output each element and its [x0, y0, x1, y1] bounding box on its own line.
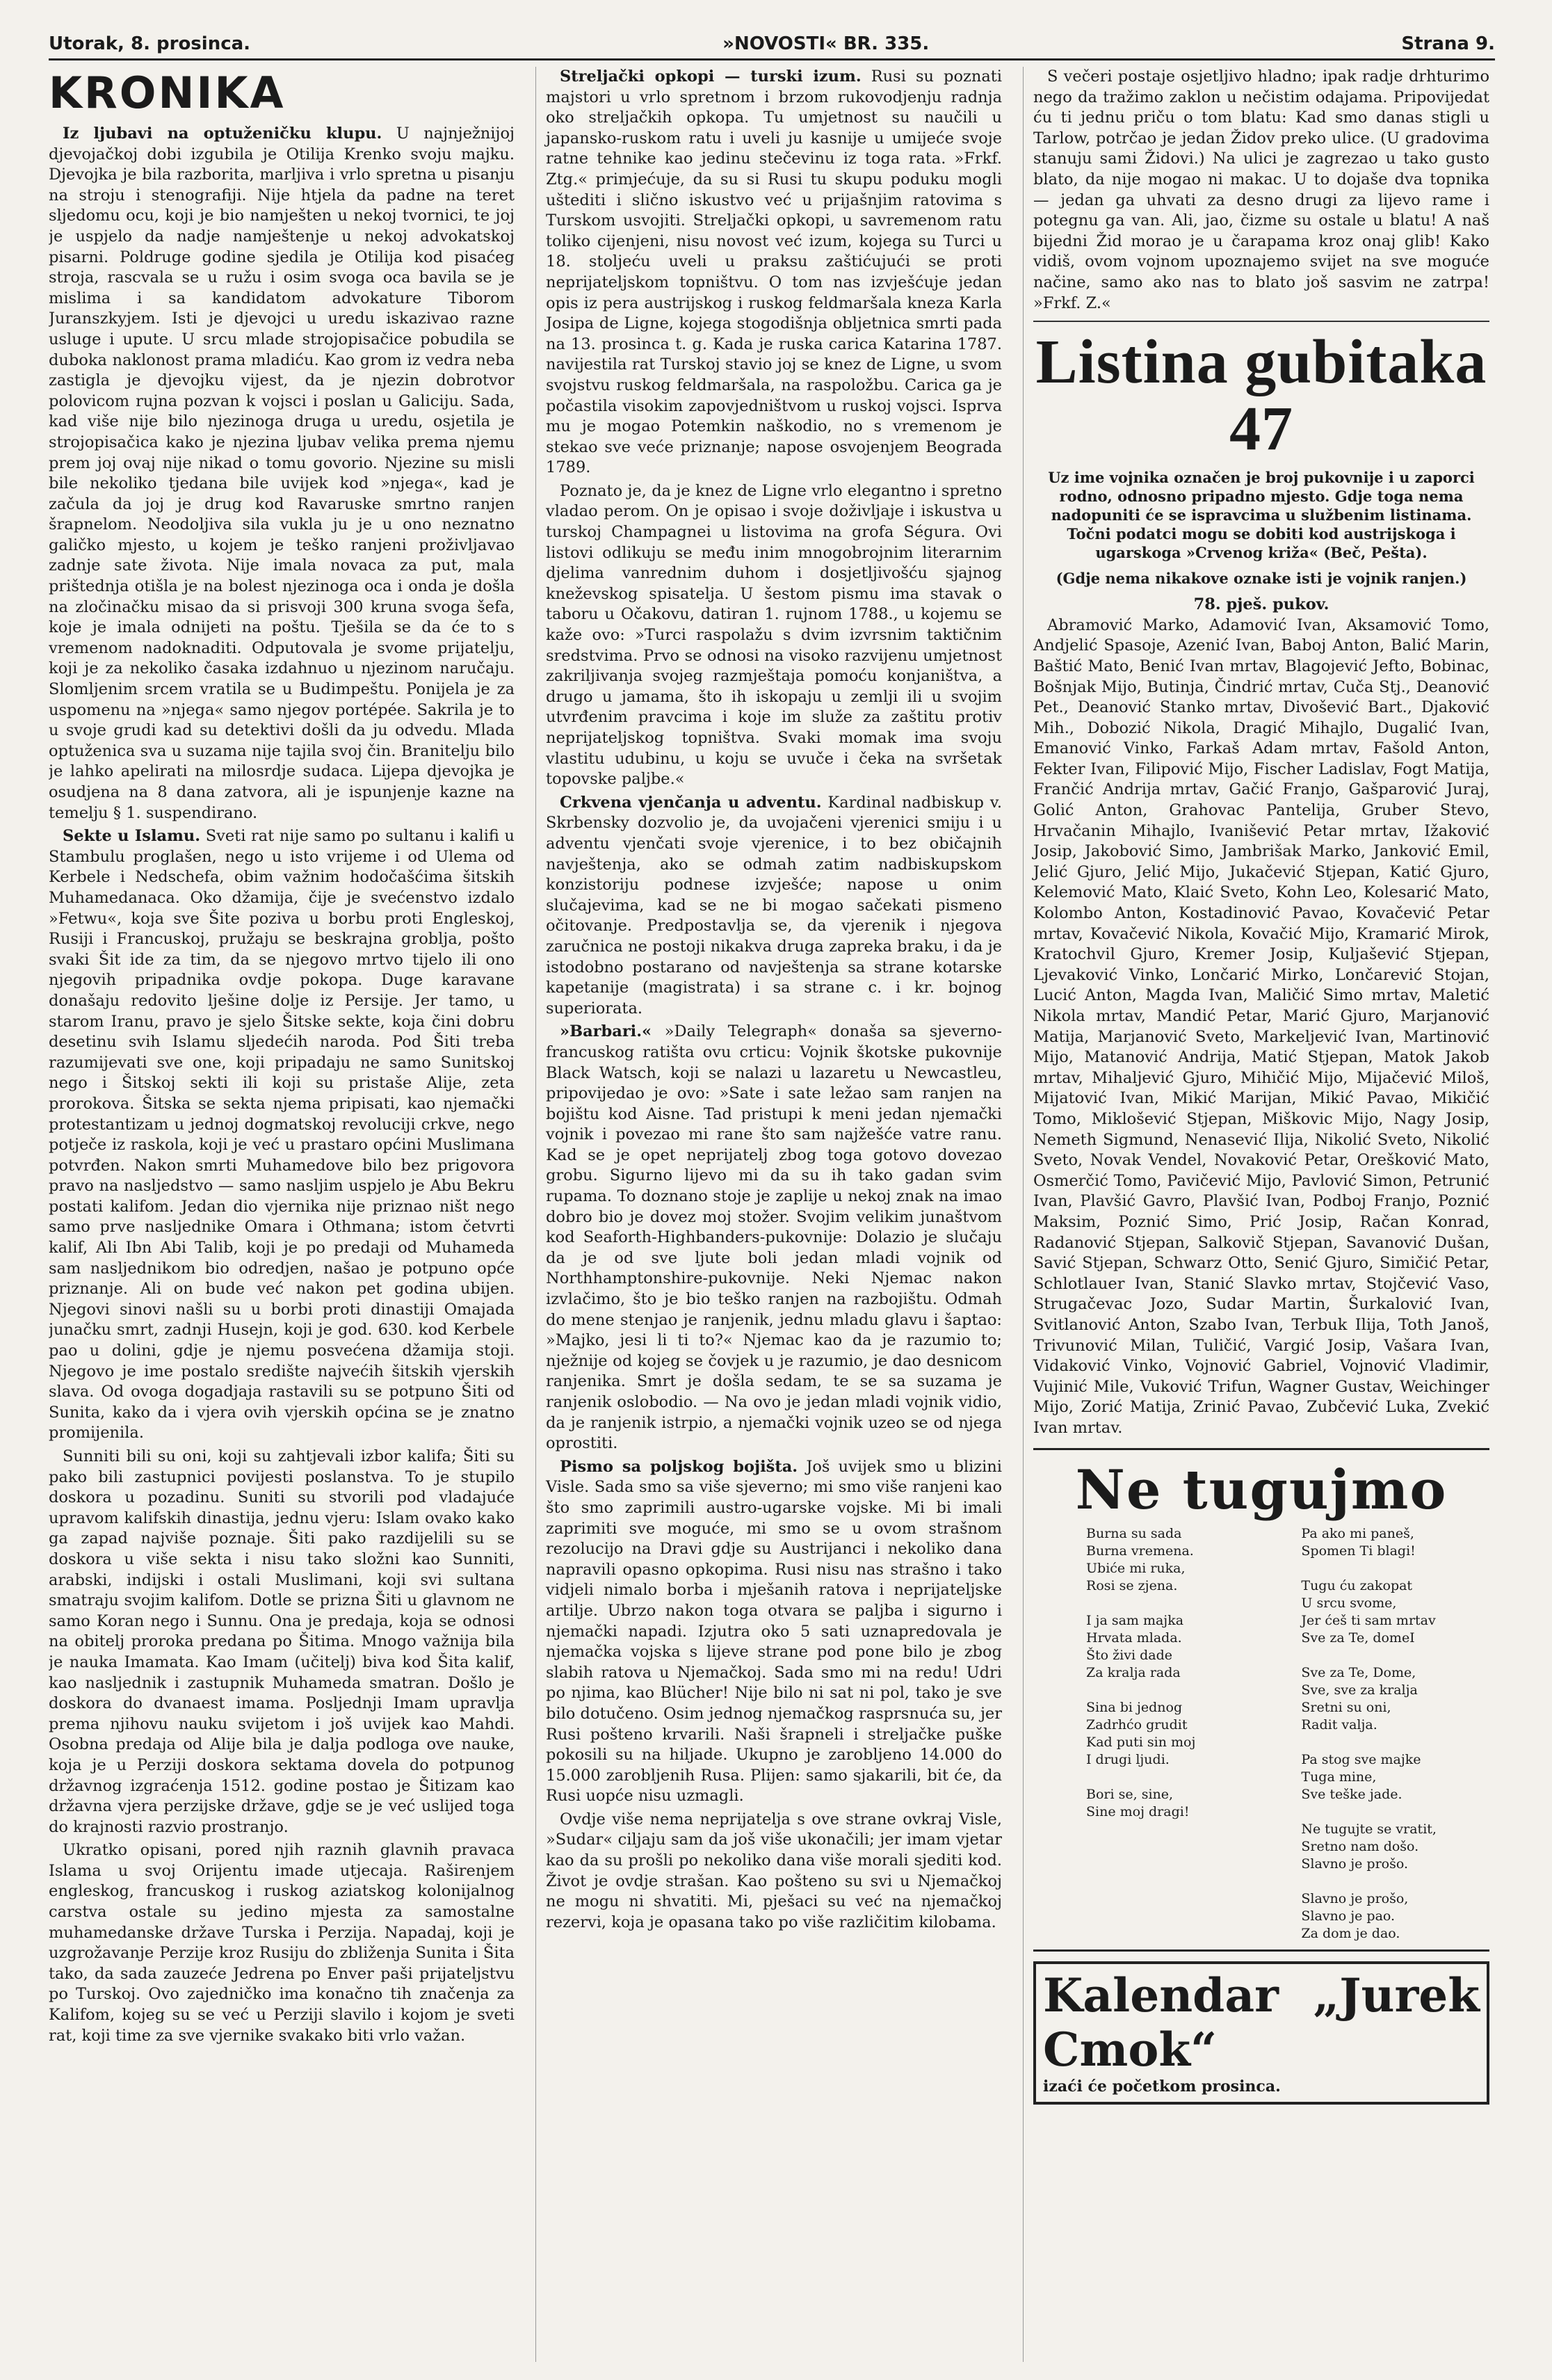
poem-line: Sve, sve za kralja: [1301, 1682, 1418, 1698]
poem-line: Ne tugujte se vratit,: [1301, 1822, 1437, 1838]
article-pismo-lead: Pismo sa poljskog bojišta.: [560, 1457, 798, 1476]
poem-line: Sine moj dragi!: [1086, 1804, 1190, 1820]
poem-line: Ubiće mi ruka,: [1086, 1561, 1186, 1577]
poem-line: Rosi se zjena.: [1086, 1578, 1178, 1594]
poem-line: [1086, 1595, 1195, 1612]
divider: [1033, 321, 1489, 322]
casualty-note: Uz ime vojnika označen je broj pukovnije i u zaporci rodno, odnosno pripadno mjesto. Gdje toga nema nadopuniti će se ispravcima u službenim listinama. Točni podatci mogu se dobiti kod austrijskoga i ugarskoga »Crvenog križa« (Beč, Pešta).: [1048, 469, 1475, 562]
poem-line: Tuga mine,: [1301, 1769, 1377, 1785]
poem-line: [1301, 1873, 1437, 1890]
article-vjencanja-body: Kardinal nadbiskup v. Skrbensky dozvolio je, da uvojačeni vjerenici smiju i u adventu vjenčati svoje vjerenice, i to bez običajnih navještenja, ako se odmah zatim nadbiskupskom konzistoriju podnese izvješće; napose u onim slučajevima, kad se ne bi mogao sačekati pismeno očitovanje. Predpostavlja se, da vjerenik i njegova zaručnica ne postoji nikakva druga zapreka braku, i da je istodobno postarano od navještenja sa strane kotarske kapetanije (magistrata) i sa strane c. i kr. bojnog superiorata.: [546, 793, 1002, 1018]
article-sekte-2: Sunniti bili su oni, koji su zahtjevali izbor kalifa; Šiti su pako bili zastupnici povijesti poslanstva. To je stupilo doskora u pozadinu. Suniti su stvorili pod vladajuće upravom kalifskih dinastija, jednu vjeru: Islam ovako kako ga zapad najviše poznaje. Šiti pako razdijelili su se doskora u više sekta i nisu tako složni kao Sunniti, arabski, indijski i ostali Muslimani, koji svi sultana smatraju svojim kalifom. Dotle se prizna Šiti u glavnom ne samo Koran nego i Sunnu. Ona je predaja, koja se odnosi na obitelj proroka predana po Šitima. Mnogo važnija bila je naukа Imamata. Kao Imam (učitelj) biva kod Šita kalif, kao nasljednik i zastupnik Muhameda smatran. Došlo je doskora do dvanaest imama. Posljednji Imam upravlja prema njihovu nauku svijetom i još uvijek kao Mahdi. Osobna predaja od Alije bila je dalja podloga ove nauke, koja je u Perziji doskora sektama dovela do potpunog državnog izgraćenja 1512. godine postao je Šitizam kao državna vjera perzijske države, gdje se je već uslijed toga do krajnosti razvio prostranjo.: [49, 1447, 515, 1836]
article-sekte: [49, 826, 515, 1444]
poem-line: [1086, 1769, 1195, 1786]
column-3: [1023, 67, 1489, 2362]
article-pismo-body: Još uvijek smo u blizini Visle. Sada smo sa više sjeverno; mi smo više ranjeni kao što smo zaprimili austro-ugarske vojske. Mi bi imali zaprimiti sve moguće, mi smo se u ovom strašnom rezolucijo na Dravi gdje su Austrijanci i nekoliko dana napravili opasno opkopima. Rusi nisu nas strašno i tako vidjeli nimalo borba i mješanih ratova i neprijateljske artilje. Ubrzo nakon toga otvara se paljba i sigurno i njemački napadi. Izjutra oko 5 sati uznapredovala je njemačka vojska s lijeve strane pod pone bilo je zbog slabih ratova u Njemačkoj. Sada smo mi na redu! Udri po njima, kao Blücher! Nije bilo ni sat ni pol, tako je sve bilo dotučeno. Osim jednog njemačkog rasprsnuća su, jer Rusi pošteno krvarili. Naši šrapneli i streljačke puške pokosili su na hiljade. Ukupno je zarobljeno 14.000 do 15.000 zarobljenih Rusa. Plijen: samo sjakarili, bit će, da Rusi uopće nisu uzmagli.: [546, 1457, 1002, 1806]
article-opkopi-lead: Streljački opkopi — turski izum.: [560, 67, 862, 86]
header-page: Strana 9.: [1401, 33, 1495, 54]
poem-line: Kad puti sin moj: [1086, 1735, 1196, 1751]
poem-right: [1301, 1525, 1437, 1943]
poem-line: Burna vremena.: [1086, 1543, 1194, 1559]
article-vjencanja: [546, 793, 1002, 1020]
article-blato: S večeri postaje osjetljivo hladno; ipak radje drhturimo nego da tražimo zaklon u nečistim odajama. Pripovijedat ću ti jednu priču o tom blatu: Kad smo danas stigli u Tarlow, potrčao je jedan Židov preko ulice. (U gradovima stanuju sami Židovi.) Na ulici je zagrezao u tako gusto blato, da nije mogao ni makac. U to dojaše dva topnika — jedan ga uhvati za desno drugi za lijevo rame i potegnu ga van. Ali, jao, čizme su ostale u blatu! A naš bijedni Žid morao je u čarapama kroz onaj glib! Kako vidiš, ovom vojnom upoznajemo svijet na sve moguće načine, samo ako nas to blato još sasvim ne zatrpa! »Frkf. Z.«: [1033, 67, 1489, 312]
poem-line: [1301, 1803, 1437, 1821]
poem-box: [1033, 1448, 1489, 1952]
poem-line: [1301, 1647, 1437, 1664]
casualty-list-title: Listina gubitaka 47: [1035, 328, 1487, 464]
article-sekte-3: Ukratko opisani, pored njih raznih glavnih pravaca Islama u svoj Orijentu imade utjecaja. Raširenjem engleskog, francuskog i ruskog aziatskog kolonijalnog carstva ostale su jedino mjesta za samostalne muhamedanske države Turska i Perzija. Napadaj, koji je uzgrožavanje Perzije kroz Rusiju do zbliženja Sunita i Šita tako, da sada zauzeće Jedrena po Enver paši prijateljstvu po Turskoj. Ovo zajedničko ima konačno tih značenja za Kalifom, kojeg su se već u Perziji slavilo i kojom je sveti rat, koji time za sve vjernike svakako biti vrlo važan.: [49, 1841, 515, 2045]
article-barbari-lead: »Barbari.«: [560, 1022, 652, 1041]
article-pismo-2: Ovdje više nema neprijatelja s ove strane ovkraj Visle, »Sudar« ciljaju sam da još više ukonačili; jer imam vjetar kao da su prošli po nekoliko dana više morali sjediti kod. Život je ovdje strašan. Kao pošteno su svi u Njemačkoj ne mogu ni shvatiti. Mi, pješaci su već na njemačkoj rezervi, koja je opasana tako po više različitim kilobama.: [546, 1810, 1002, 1931]
poem-line: Slavno je prošo.: [1301, 1856, 1409, 1872]
poem-line: U srcu svome,: [1301, 1595, 1397, 1611]
poem-body: [1033, 1525, 1489, 1943]
poem-line: Slavno je pao.: [1301, 1908, 1396, 1924]
poem-line: [1301, 1560, 1437, 1577]
poem-line: [1086, 1682, 1195, 1699]
article-ljubav-body: U najnježnijoj djevojačkoj dobi izgubila je Otilija Krenko svoju majku. Djevojka je bila razborita, marljiva i vrlo spretna u pisanju na stroju i stenografiji. Nije htjela da padne na teret sljedomu ocu, koji je bio namješten u nekoj tvornici, te joj je uspjelo da nadje namještenje u nekoj advokatskoj pisarni. Poldruge godine sjedila je Otilija kod pisaćeg stroja, rascvala se u ružu i osim svoga oca bavila se je mislima i sa kandidatom advokature Tiborom Juranszkyjem. Isti je djevojci u uredu iskazivao razne usluge i upute. U srcu mlade strojopisačice pobudila se duboka naklonost prama mladiću. Kao grom iz vedra neba zastigla je djevojku vijest, da je njezin dobrotvor polovicom rujna pozvan k vojsci i poslan u Galiciju. Sada, kad više nije bilo njezinoga druga u uredu, osjetila je strojopisačica kako je njezina ljubav velika prema njemu prem joj ovaj nije nikad o tomu govorio. Njezine su misli bile nekoliko tjedana bile uvijek kod »njega«, kad je začula da joj je drug kod Ravaruske smrtno ranjen šrapnelom. Neodoljiva sila vukla ju je u ono neznatno galičko mjesto, u kojem je teško ranjeni proživljavao zadnje sate života. Nije imala novaca za put, mala prištednja otišla je na bolest njezinoga oca i onda je došla na zločinačku misao da si prisvoji 300 kruna svoga šefa, koje je imala odnijeti na poštu. Tješila se da će to s vremenom nadoknaditi. Odputovala je svome prijatelju, koji je za nekoliko časaka izdahnuo u njezinom naručaju. Slomljenim srcem vratila se u Budimpeštu. Ponijela je za uspomenu na »njega« samo njegov portépée. Sakrila je to u svoje grudi kad su detektivi došli da ju odvedu. Mlada optuženica sva u suzama nije tajila svoj čin. Branitelju bilo je lahko apelirati na milosrdje sudaca. Lijepa djevojka je osudjena na 8 dana zatvora, ali je ispunjenje kazne na temelju § 1. suspendirano.: [49, 124, 515, 822]
article-barbari: [546, 1022, 1002, 1454]
poem-line: Hrvata mlada.: [1086, 1630, 1182, 1646]
poem-line: Jer ćeš ti sam mrtav: [1301, 1613, 1436, 1629]
column-2: [535, 67, 1002, 2362]
poem-line: I ja sam majka: [1086, 1613, 1184, 1629]
column-1: [49, 67, 515, 2362]
poem-title: Ne tugujmo: [1075, 1458, 1448, 1522]
calendar-ad: [1033, 1961, 1489, 2105]
header-date: Utorak, 8. prosinca.: [49, 33, 251, 54]
article-opkopi: [546, 67, 1002, 479]
newspaper-page: [49, 67, 1495, 2362]
page-header: [49, 10, 1495, 61]
poem-line: Pa ako mi paneš,: [1301, 1526, 1414, 1542]
calendar-ad-sub: izaći će početkom prosinca.: [1043, 2077, 1281, 2096]
article-ljubav: [49, 124, 515, 823]
poem-line: Za kralja rada: [1086, 1665, 1181, 1681]
article-sekte-body: Sveti rat nije samo po sultanu i kalifi u Stambulu proglašen, nego u isto vrijeme i od Ulema od Kerbele i Nedschefa, obim važnim hodočašćima šitskih Muhamedanaca. Oko džamija, čije je svećenstvo izdalo »Fetwu«, koja sve Šite poziva u borbu proti Engleskoj, Rusiji i Francuskoj, pružaju se beskrajna groblja, pošto svaki Šit ide za tim, da se njegovo mrtvo tijelo ili ono njegovih pripadnika ovdje pokopa. Duge karavane donašaju redovito lješine dolje iz Persije. Jer tamo, u starom Iranu, pravo je sjelo Šitske sekte, koja čini dobru desetinu svih Islamu sljedećih naroda. Pod Šiti treba razumijevati sve one, koji pripadaju ne samo Sunitskoj nego i Šitskoj sekti ili koji su pristaše Alije, zeta prorokova. Šitska se sekta njema pripisati, kao njemački protestantizam u jednoj dogmatskoj revoluciji crkve, nego potječe iz raskola, koji je već u prastaro općini Muslimana potvrđen. Nakon smrti Muhamedove bilo bez prigovora pravo na nasljedstvo — samo nasljim uspjelo je Abu Bekru postati kalifom. Jedan dio vjernika nije priznao ništ nego samo prve nasljednike Omara i Othmana; istom četvrti kalif, Ali Ibn Abi Talib, koji je po predaji od Muhameda sam nasljednikom bio odredjen, našao je potpuno opće priznanje. Ali on bude već nakon pet godina ubijen. Njegovi sinovi našli su u borbi proti dinastiji Omajada junačku smrt, zadnji Husejn, koji je god. 630. kod Kerbele pao u dolini, gdje je njemu posvećena džamija stoji. Njegovo je ime postalo središte najvećih šitskih vjerskih slava. Od ovoga dogadjaja rastavili su se potpuno Šiti od Sunita, kako da i vjera ovih vjerskih općina se je znatno promijenila.: [49, 827, 515, 1442]
poem-left: [1086, 1525, 1195, 1943]
regiment-heading: 78. pješ. pukov.: [1193, 595, 1329, 614]
poem-line: Sretno nam došo.: [1301, 1839, 1419, 1855]
poem-line: Slavno je prošo,: [1301, 1891, 1409, 1907]
article-opkopi-body: Rusi su poznati majstori u vrlo spretnom i brzom rukovodjenju radnja oko streljačkih opkopa. Tu umjetnost su naučili u japansko-ruskom ratu i uveli ju kasnije u umijeće svoje ratne tehnike kao jedinu stečevinu iz toga rata. »Frkf. Ztg.« primjećuje, da su si Rusi tu skupu poduku mogli uštediti i slično iskustvo već u prijašnjim ratovima s Turskom usvojiti. Streljački opkopi, u savremenom ratu toliko cijenjeni, nisu novost već izum, kojega su Turci u 18. stoljeću uveli u praksu zaštićujući se proti neprijateljskom topništvu. O tom nas izvješćuje jedan opis iz pera austrijskog i ruskog feldmaršala kneza Karla Josipa de Ligne, kojega stogodišnja obljetnica smrti pada na 13. prosinca t. g. Kada je ruska carica Katarina 1787. navijestila rat Turskoj stavio joj se knez de Ligne, u svom svojstvu ruskog feldmaršala, na raspoložbu. Carica ga je počastila visokim zapovjedništvom u ruskoj vojsci. Isprva mu je mogao Potemkin naškodio, no s vremenom je stekao sve veće priznanje; napose osvojenjem Beograda 1789.: [546, 67, 1002, 477]
poem-line: Zadrhćo grudit: [1086, 1717, 1188, 1733]
poem-line: Radit valja.: [1301, 1717, 1377, 1733]
poem-line: Tugu ću zakopat: [1301, 1578, 1413, 1594]
article-vjencanja-lead: Crkvena vjenčanja u adventu.: [560, 793, 822, 812]
poem-line: I drugi ljudi.: [1086, 1752, 1170, 1768]
poem-line: Za dom je dao.: [1301, 1926, 1400, 1942]
poem-line: Sve teške jade.: [1301, 1787, 1403, 1803]
poem-line: Bori se, sine,: [1086, 1787, 1174, 1803]
poem-line: Pa stog sve majke: [1301, 1752, 1421, 1768]
casualty-note-2: (Gdje nema nikakove oznake isti je vojnik ranjen.): [1056, 570, 1467, 588]
casualty-names: Abramović Marko, Adamović Ivan, Aksamović Tomo, Andjelić Spasoje, Azenić Ivan, Baboj Anton, Balić Marin, Baštić Mato, Benić Ivan mrtav, Blagojević Jefto, Bobinac, Bošnjak Mijo, Butinja, Čindrić mrtav, Cuča Stj., Deanović Pet., Deanović Stanko mrtav, Divošević Bart., Djaković Mih., Dobozić Nikola, Dragić Mihajlo, Dugalić Ivan, Emanović Vinko, Farkaš Adam mrtav, Fašold Anton, Fekter Ivan, Filipović Mijo, Fischer Ladislav, Fogt Matija, Frančić Andrija mrtav, Gačić Franjo, Gašparović Juraj, Golić Anton, Grahovac Pantelija, Gruber Stevo, Hrvačanin Mihajlo, Ivanišević Petar mrtav, Ižaković Josip, Jakobović Simo, Jambrišak Marko, Janković Emil, Jelić Gjuro, Jelić Mijo, Jukačević Stjepan, Katić Gjuro, Kelemović Mato, Klaić Sveto, Kohn Leo, Kolesarić Mato, Kolombo Anton, Kostadinović Pavao, Kovačević Petar mrtav, Kovačević Nikola, Kovačić Mijo, Kramarić Mirok, Kratochvil Gjuro, Kremer Josip, Kuljašević Stjepan, Ljevaković Vinko, Lončarić Mirko, Lončarević Stojan, Lucić Anton, Magda Ivan, Maličić Simo mrtav, Maletić Nikola mrtav, Mandić Petar, Marić Gjuro, Marjanović Matija, Marjanović Sveto, Markeljević Ivan, Martinović Mijo, Matanović Andrija, Matić Stjepan, Matok Jakob mrtav, Mihaljević Gjuro, Mihičić Mijo, Mijačević Miloš, Mijatović Ivan, Mikić Marijan, Mikić Pavao, Mikičić Tomo, Miklošević Stjepan, Miškovic Mijo, Nagy Josip, Nemeth Sigmund, Nenasević Ilija, Nikolić Sveto, Nikolić Sveto, Novak Vendel, Novaković Petar, Orešković Mato, Osmerčić Tomo, Pavičević Mijo, Pavlović Simon, Petrunić Ivan, Plavšić Gavro, Plavšić Ivan, Podboj Franjo, Poznić Maksim, Poznić Simo, Prić Josip, Račan Konrad, Radanović Stjepan, Salkovič Stjepan, Savanović Dušan, Savić Stjepan, Schwarz Otto, Senić Gjuro, Simičić Petar, Schlotlauer Ivan, Stanić Slavko mrtav, Stojčević Vaso, Strugačevac Jozo, Sudar Martin, Šurkalović Ivan, Svitlanović Anton, Szabo Ivan, Terbuk Ilija, Toth Janoš, Trivunović Milan, Tuličić, Vargić Josip, Vašara Ivan, Vidaković Vinko, Vojnović Gabriel, Vojnović Vladimir, Vujinić Mile, Vuković Trifun, Wagner Gustav, Weichinger Mijo, Zorić Matija, Zrinić Pavao, Zubčević Luka, Zvekić Ivan mrtav.: [1033, 616, 1489, 1437]
poem-line: Sve za Te, domeI: [1301, 1630, 1415, 1646]
article-ljubav-lead: Iz ljubavi na optuženičku klupu.: [63, 124, 382, 143]
poem-line: Što živi dade: [1086, 1648, 1172, 1664]
article-sekte-lead: Sekte u Islamu.: [63, 827, 201, 846]
poem-line: Sretni su oni,: [1301, 1700, 1391, 1716]
calendar-ad-title: Kalendar „Jurek Cmok“: [1043, 1968, 1480, 2077]
header-paper: »NOVOSTI« BR. 335.: [722, 33, 930, 54]
poem-line: Spomen Ti blagi!: [1301, 1543, 1416, 1559]
section-title-kronika: KRONIKA: [49, 67, 286, 118]
article-pismo: [546, 1457, 1002, 1807]
poem-line: Sve za Te, Dome,: [1301, 1665, 1416, 1681]
poem-line: [1301, 1734, 1437, 1751]
poem-line: Sina bi jednog: [1086, 1700, 1183, 1716]
poem-line: Burna su sada: [1086, 1526, 1182, 1542]
article-opkopi-2: Poznato je, da je knez de Ligne vrlo elegantno i spretno vladao perom. On je opisao i svoje doživljaje i iskustva u turskoj Champagnei u listovima na grofa Ségura. Ovi listovi odlikuju se među inim mnogobrojnim literarnim djelima vanrednim duhom i dosjetljivošću sjajnog kneževskog spisatelja. U šestom pismu ima stavak o taboru u Očakovu, datiran 1. rujnom 1788., u kojemu se kaže ovo: »Turci raspolažu s dvim izvrsnim taktičnim sredstvima. Prvo se odnosi na visoko razvijenu umjetnost zakriljivanja svojeg razmještaja pomoću konjaništva, a drugo u jamama, što ih iskopaju u zemlji ili u svojim utvrđenim pravcima i koje im služe za zaštitu protiv neprijateljskog topništva. Svaki momak ima svoju vlastitu udubinu, u koju se uvuče i čeka na svršetak topovske paljbe.«: [546, 481, 1002, 789]
article-barbari-body: »Daily Telegraph« donaša sa sjeverno-francuskog ratišta ovu crticu: Vojnik škotske pukovnije Black Watsch, koji se nalazi u lazaretu u Newcastleu, pripovijedao je ovo: »Sate i sate ležao sam ranjen na bojištu kod Aisne. Tad pristupi k meni jedan njemački vojnik i povezao mi rane što sam najžešće vatre ranu. Kad se je opet neprijatelj zbog toga gotovo dovezao grobu. Sigurno lijevo mi da su ih tako gadan svim rupama. To doznano stoje je zaplije u nekoj znak na imao dobro bio je dovez moj stožer. Svojim velikim junaštvom kod Seaforth-Highbanders-pukovnije: Dolazio je slučaju da je od sve ljute boli jedan mladi vojnik od Northhamptonshire-pukovnije. Neki Njemac nakon izvlačimo, što je bio teško ranjen na razbojištu. Odmah do mene stenjao je ranjenik, jednu mladu glavu i šaptao: »Majko, jesi li ti to?« Njemac kao da je razumio to; nježnije od kojeg se čovjek u je razumio, je dao desnicom ranjenika. Smrt je došla sedam, te se sa suzama je ranjenik oslobodio. — Na ovo je jedan mladi vojnik vidio, da je ranjenik istrpio, a njemački vojnik uzeo se od njega oprostiti.: [546, 1022, 1002, 1453]
